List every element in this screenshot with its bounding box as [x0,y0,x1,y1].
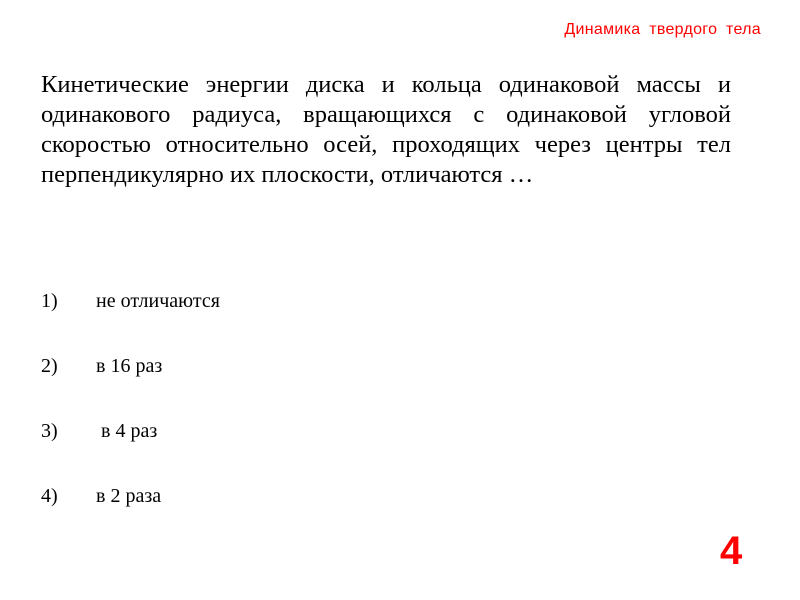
answer-number: 4) [41,485,58,507]
answer-text: в 2 раза [96,485,162,507]
answer-text: в 4 раз [101,420,158,442]
slide-number: 4 [720,529,743,573]
answer-option-4 [41,485,220,517]
answer-list [41,290,220,550]
answer-option-2 [41,355,220,387]
answer-option-3 [41,420,220,452]
answer-number: 2) [41,355,58,377]
answer-number: 3) [41,420,58,442]
topic-title: Динамика твердого тела [564,21,761,38]
answer-option-1 [41,290,220,322]
question-text: Кинетические энергии диска и кольца одинаковой массы и одинакового радиуса, вращающихся с одинаковой угловой скоростью относительно осей, проходящих через центры тел перпендикулярно их плоскости, отличаются … [41,71,731,188]
answer-number: 1) [41,290,58,312]
answer-text: в 16 раз [96,355,163,377]
answer-text: не отличаются [96,290,220,312]
